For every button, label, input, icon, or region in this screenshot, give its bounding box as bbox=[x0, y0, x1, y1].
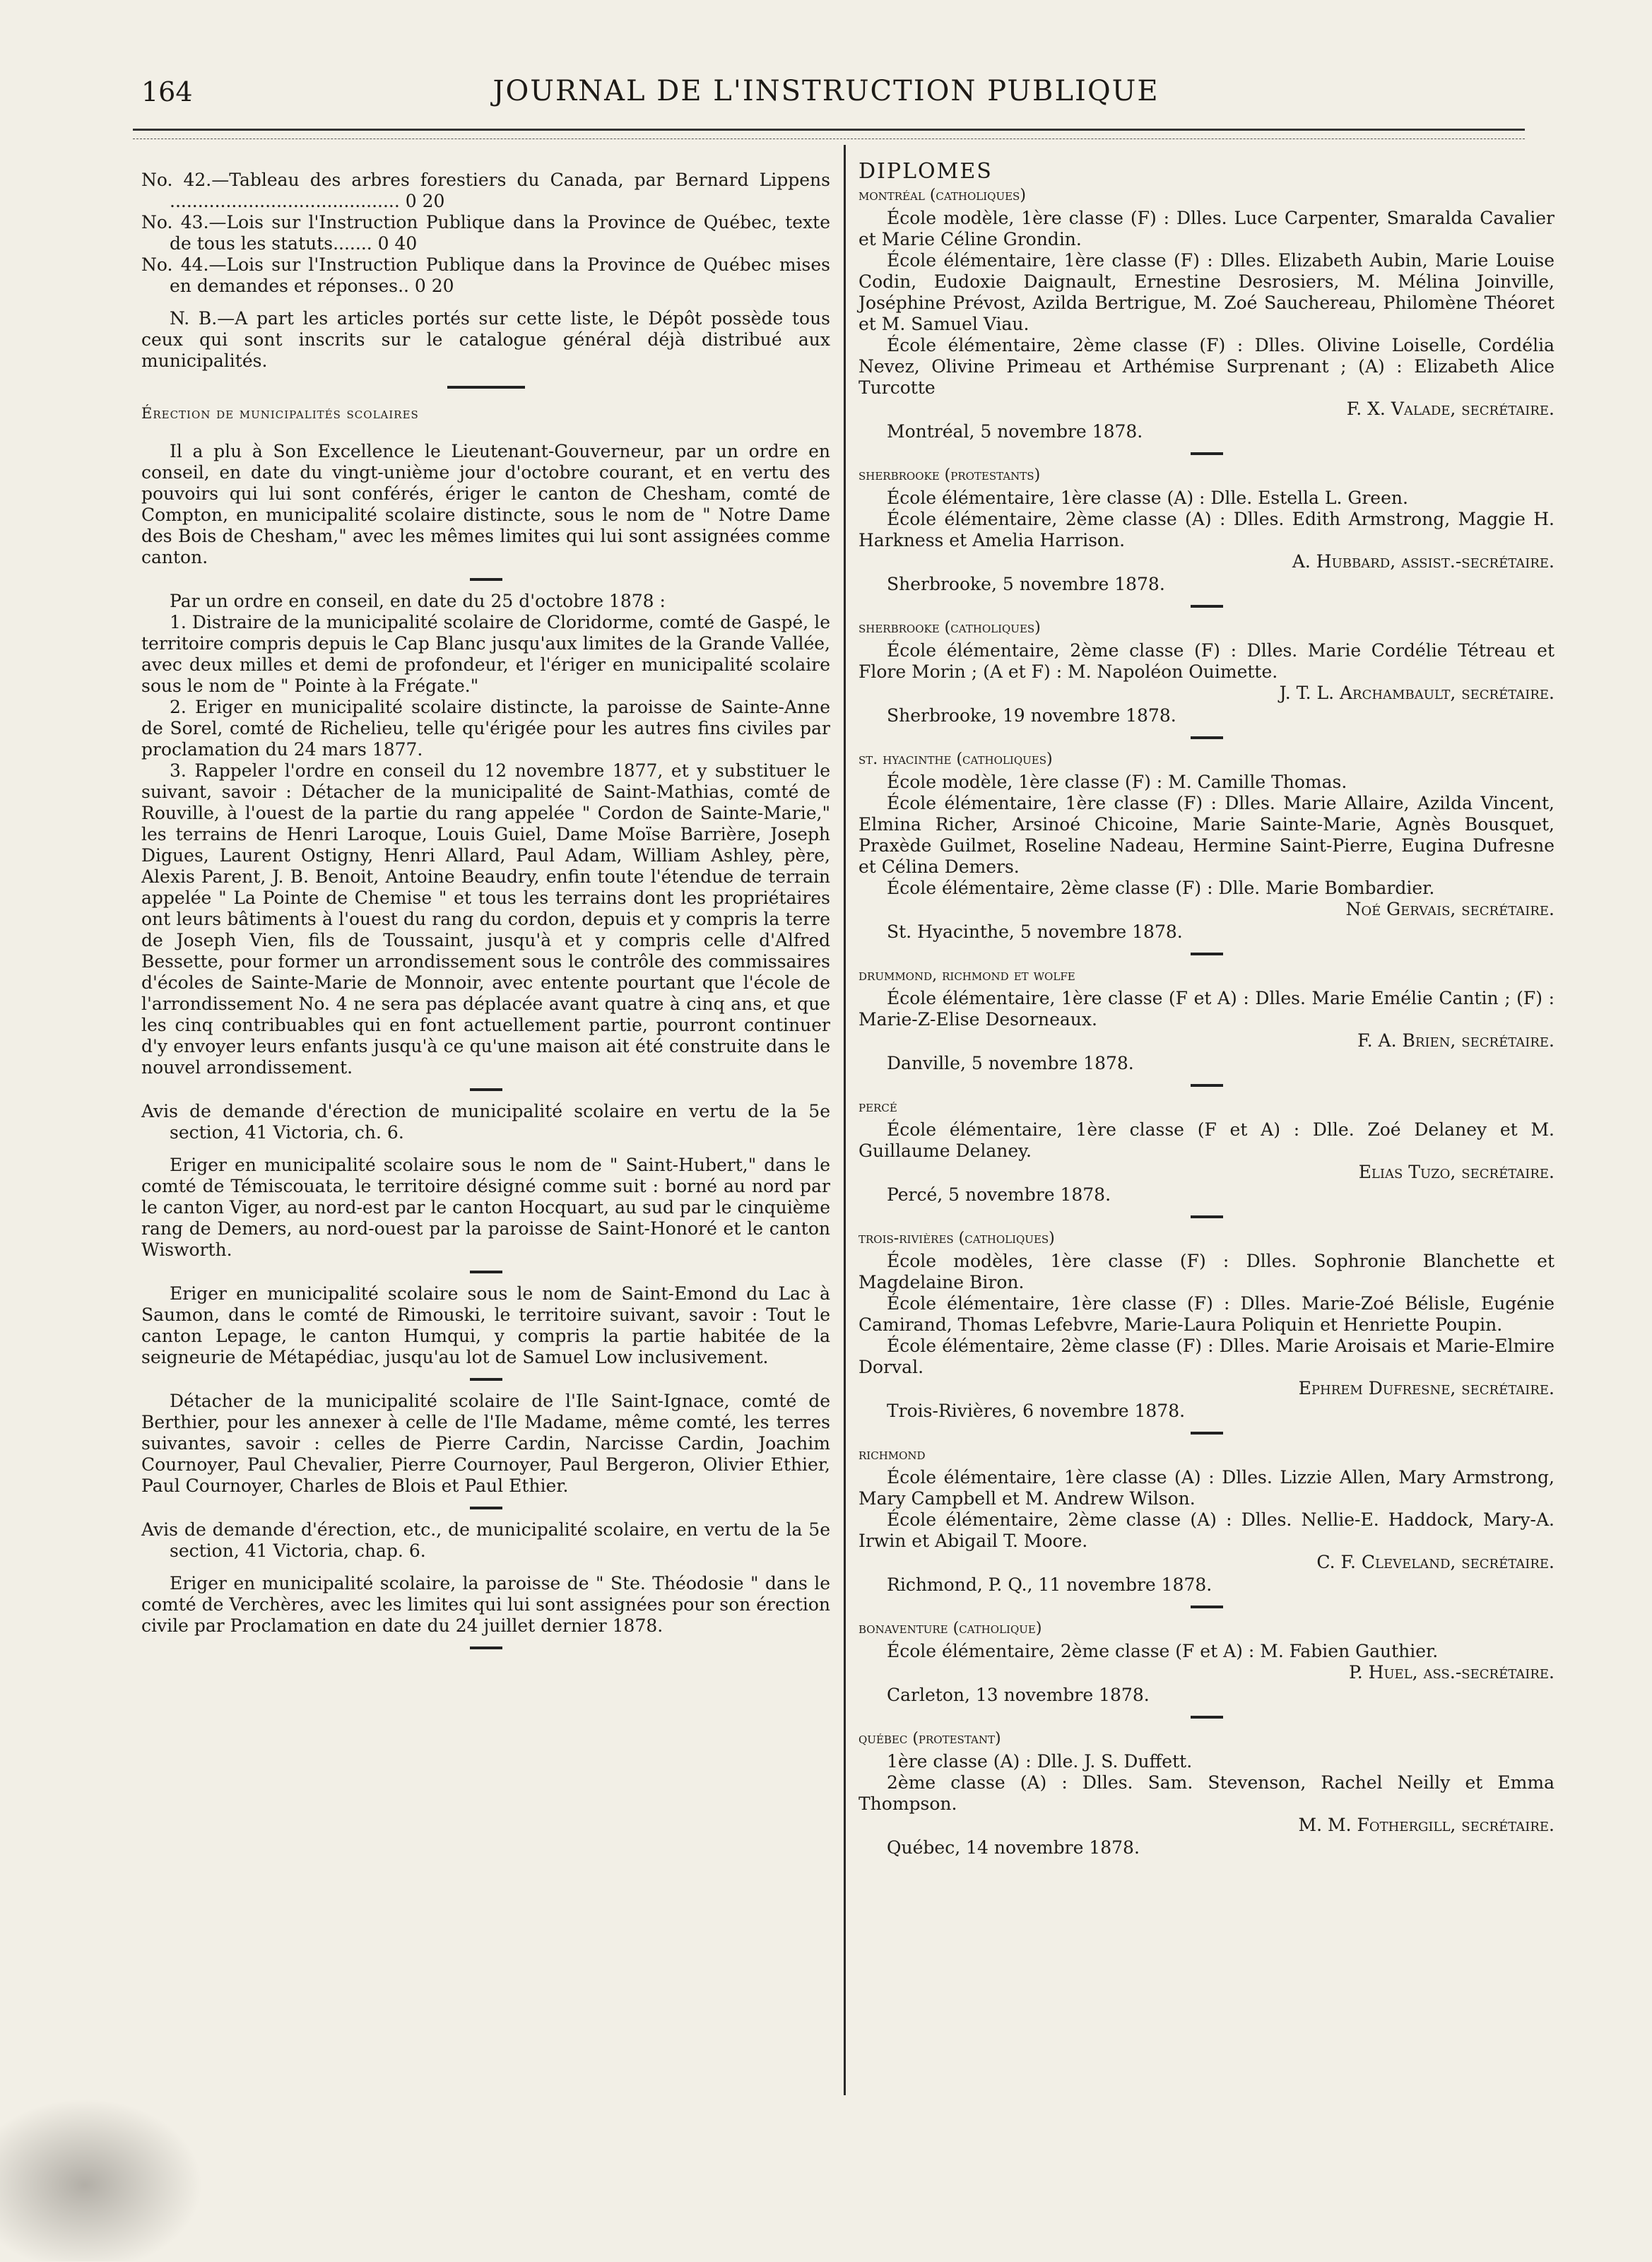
diploma-line: École élémentaire, 2ème classe (F et A) : M. Fabien Gauthier. bbox=[887, 1641, 1439, 1661]
order-item: Eriger en municipalité scolaire, la paroisse de " Ste. Théodosie " dans le comté de Verchères, avec les limites qui lui sont assignées pour son érection civile par Proclamation en date du 24 juillet dernier 1878. bbox=[141, 1573, 830, 1636]
section-signature: Ephrem Dufresne, secrétaire. bbox=[1298, 1378, 1554, 1398]
order-item: 2. Eriger en municipalité scolaire distincte, la paroisse de Sainte-Anne de Sorel, comté de Richelieu, telle qu'érigée pour les autres fins civiles par proclamation du 24 mars 1877. bbox=[141, 697, 830, 760]
separator bbox=[470, 578, 502, 581]
section-date: Sherbrooke, 5 novembre 1878. bbox=[887, 574, 1165, 594]
separator bbox=[1191, 605, 1223, 608]
diploma-line: École modèle, 1ère classe (F) : M. Camille Thomas. bbox=[887, 772, 1347, 792]
section-signature: F. A. Brien, secrétaire. bbox=[1357, 1030, 1554, 1051]
section-signature: Noé Gervais, secrétaire. bbox=[1345, 899, 1554, 919]
diploma-section bbox=[859, 1097, 1554, 1206]
column-divider bbox=[844, 145, 846, 2095]
section-signature: C. F. Cleveland, secrétaire. bbox=[1316, 1552, 1554, 1572]
section-date: Québec, 14 novembre 1878. bbox=[887, 1837, 1140, 1858]
diploma-line: 1ère classe (A) : Dlle. J. S. Duffett. bbox=[887, 1751, 1193, 1772]
diploma-line: École modèles, 1ère classe (F) : Dlles. Sophronie Blanchette et Magdelaine Biron. bbox=[859, 1251, 1554, 1292]
diploma-section bbox=[859, 185, 1554, 442]
section-signature: A. Hubbard, assist.-secrétaire. bbox=[1292, 551, 1554, 572]
order-intro: Par un ordre en conseil, en date du 25 d'octobre 1878 : bbox=[170, 591, 666, 611]
nb-note: N. B.—A part les articles portés sur cette liste, le Dépôt possède tous ceux qui sont inscrits sur le catalogue général déjà distribué aux municipalités. bbox=[141, 308, 830, 371]
order-item: Détacher de la municipalité scolaire de l'Ile Saint-Ignace, comté de Berthier, pour les annexer à celle de l'Ile Madame, même comté, les terres suivantes, savoir : celles de Pierre Cardin, Narcisse Cardin, Joachim Cournoyer, Paul Chevalier, Pierre Cournoyer, Paul Bergeron, Olivier Ethier, Paul Cournoyer, Charles de Blois et Paul Ethier. bbox=[141, 1391, 830, 1496]
diploma-section bbox=[859, 465, 1554, 595]
header-rule bbox=[133, 129, 1525, 131]
section-place: montréal (catholiques) bbox=[859, 187, 1026, 204]
catalog-price: 0 20 bbox=[414, 276, 454, 296]
catalog-item: No. 44.—Lois sur l'Instruction Publique dans la Province de Québec mises en demandes et réponses.. 0 20 bbox=[141, 254, 830, 296]
catalog-item: No. 43.—Lois sur l'Instruction Publique dans la Province de Québec, texte de tous les statuts....... 0 40 bbox=[141, 212, 830, 254]
section-date: Richmond, P. Q., 11 novembre 1878. bbox=[887, 1574, 1213, 1595]
separator bbox=[1191, 953, 1223, 955]
section-place: sherbrooke (protestants) bbox=[859, 466, 1041, 484]
section-place: percé bbox=[859, 1098, 897, 1116]
separator bbox=[470, 1088, 502, 1091]
section-title: Érection de municipalités scolaires bbox=[141, 405, 419, 422]
section-signature: Elias Tuzo, secrétaire. bbox=[1358, 1162, 1554, 1182]
diploma-line: École élémentaire, 2ème classe (F) : Dlles. Olivine Loiselle, Cordélia Nevez, Olivine Primeau et Arthémise Surprenant ; (A) : Elizabeth Alice Turcotte bbox=[859, 335, 1554, 398]
section-place: richmond bbox=[859, 1446, 926, 1463]
page-smudge bbox=[0, 2092, 212, 2261]
diploma-line: École élémentaire, 2ème classe (F) : Dlles. Marie Aroisais et Marie-Elmire Dorval. bbox=[859, 1336, 1554, 1377]
section-date: Sherbrooke, 19 novembre 1878. bbox=[887, 705, 1176, 726]
separator bbox=[470, 1378, 502, 1381]
diploma-line: École élémentaire, 2ème classe (A) : Dlles. Edith Armstrong, Maggie H. Harkness et Amelia Harrison. bbox=[859, 509, 1554, 550]
diploma-section bbox=[859, 618, 1554, 726]
separator bbox=[1191, 736, 1223, 739]
diploma-line: École élémentaire, 2ème classe (F) : Dlles. Marie Cordélie Tétreau et Flore Morin ; (A et F) : M. Napoléon Ouimette. bbox=[859, 640, 1554, 682]
erection-paragraph: Il a plu à Son Excellence le Lieutenant-Gouverneur, par un ordre en conseil, en date du vingt-unième jour d'octobre courant, et en vertu des pouvoirs qui lui sont conférés, ériger le canton de Chesham, comté de Compton, en municipalité scolaire distincte, sous le nom de " Notre Dame des Bois de Chesham," avec les mêmes limites qui lui sont assignées comme canton. bbox=[141, 441, 830, 567]
section-date: Carleton, 13 novembre 1878. bbox=[887, 1685, 1150, 1705]
journal-title: JOURNAL DE L'INSTRUCTION PUBLIQUE bbox=[492, 75, 1160, 107]
section-place: trois-rivières (catholiques) bbox=[859, 1230, 1055, 1247]
avis-notice: Avis de demande d'érection de municipalité scolaire en vertu de la 5e section, 41 Victoria, ch. 6. bbox=[141, 1101, 830, 1143]
diploma-line: École élémentaire, 2ème classe (F) : Dlle. Marie Bombardier. bbox=[887, 878, 1435, 898]
separator bbox=[1191, 1716, 1223, 1719]
diploma-line: École élémentaire, 1ère classe (F et A) : Dlles. Marie Emélie Cantin ; (F) : Marie-Z-Elise Desorneaux. bbox=[859, 988, 1554, 1030]
section-place: st. hyacinthe (catholiques) bbox=[859, 750, 1053, 768]
section-place: sherbrooke (catholiques) bbox=[859, 619, 1041, 637]
order-item: Eriger en municipalité scolaire sous le nom de " Saint-Hubert," dans le comté de Témiscouata, le territoire désigné comme suit : borné au nord par le canton Viger, au nord-est par le canton Hocquart, au sud par le cinquième rang de Demers, au nord-ouest par la paroisse de Saint-Honoré et le canton Wisworth. bbox=[141, 1155, 830, 1260]
diploma-section bbox=[859, 965, 1554, 1074]
catalog-item: No. 42.—Tableau des arbres forestiers du Canada, par Bernard Lippens ......................................... 0 20 bbox=[141, 170, 830, 211]
diploma-line: École élémentaire, 1ère classe (F et A) : Dlle. Zoé Delaney et M. Guillaume Delaney. bbox=[859, 1119, 1554, 1161]
section-date: Trois-Rivières, 6 novembre 1878. bbox=[887, 1401, 1186, 1421]
section-signature: J. T. L. Archambault, secrétaire. bbox=[1279, 683, 1554, 703]
diploma-line: École élémentaire, 1ère classe (F) : Dlles. Elizabeth Aubin, Marie Louise Codin, Eudoxie Daignault, Ernestine Desrosiers, M. Mélina Joinville, Joséphine Prévost, Azilda Bertrigue, M. Zoé Sauchereau, Philomène Théoret et M. Samuel Viau. bbox=[859, 250, 1554, 334]
separator bbox=[447, 386, 525, 389]
section-date: St. Hyacinthe, 5 novembre 1878. bbox=[887, 921, 1183, 942]
order-item: 3. Rappeler l'ordre en conseil du 12 novembre 1877, et y substituer le suivant, savoir : Détacher de la municipalité de Saint-Mathias, comté de Rouville, à l'ouest de la partie du rang appelée " Cordon de Sainte-Marie," les terrains de Henri Laroque, Louis Guiel, Dame Moïse Barrière, Joseph Digues, Laurent Ostigny, Henri Allard, Paul Adam, William Ashley, père, Alexis Parent, J. B. Benoit, Antoine Beaudry, enfin toute l'étendue de terrain appelée " La Pointe de Chemise " et tous les terrains dont les propriétaires ont leurs bâtiments à l'ouest du rang du cordon, depuis et y compris la terre de Joseph Vien, fils de Toussaint, jusqu'à et y compris celle d'Alfred Bessette, pour former un arrondissement sous le contrôle des commissaires d'écoles de Sainte-Marie de Monnoir, avec entente pourtant que l'école de l'arrondissement No. 4 ne sera pas déplacée avant quatre à cinq ans, et que les cinq contribuables qui en font actuellement partie, pourront continuer d'y envoyer leurs enfants jusqu'à ce qu'une maison ait été construite dans le nouvel arrondissement. bbox=[141, 760, 830, 1078]
diploma-line: École élémentaire, 1ère classe (F) : Dlles. Marie Allaire, Azilda Vincent, Elmina Richer, Arsinoé Chicoine, Marie Sainte-Marie, Agnès Bousquet, Praxède Guilmet, Roseline Nadeau, Hermine Saint-Pierre, Eugina Dufresne et Célina Demers. bbox=[859, 793, 1554, 877]
diploma-section bbox=[859, 1228, 1554, 1422]
diploma-section bbox=[859, 749, 1554, 943]
section-place: drummond, richmond et wolfe bbox=[859, 967, 1075, 984]
separator bbox=[1191, 1432, 1223, 1435]
section-place: québec (protestant) bbox=[859, 1730, 1001, 1748]
separator bbox=[470, 1271, 502, 1273]
diploma-section bbox=[859, 1444, 1554, 1596]
right-column bbox=[859, 148, 1554, 1859]
diploma-section bbox=[859, 1618, 1554, 1706]
catalog-price: 0 40 bbox=[377, 233, 418, 254]
order-item: 1. Distraire de la municipalité scolaire de Cloridorme, comté de Gaspé, le territoire compris depuis le Cap Blanc jusqu'aux limites de la Grande Vallée, avec deux milles et demi de profondeur, et l'ériger en municipalité scolaire sous le nom de " Pointe à la Frégate." bbox=[141, 612, 830, 696]
separator bbox=[1191, 1215, 1223, 1218]
separator bbox=[1191, 452, 1223, 455]
diploma-line: École élémentaire, 1ère classe (A) : Dlle. Estella L. Green. bbox=[887, 488, 1408, 508]
section-date: Percé, 5 novembre 1878. bbox=[887, 1184, 1111, 1205]
diploma-section bbox=[859, 1728, 1554, 1859]
section-signature: M. M. Fothergill, secrétaire. bbox=[1298, 1815, 1554, 1835]
section-place: bonaventure (catholique) bbox=[859, 1620, 1042, 1637]
section-date: Danville, 5 novembre 1878. bbox=[887, 1053, 1134, 1073]
separator bbox=[1191, 1084, 1223, 1087]
section-signature: F. X. Valade, secrétaire. bbox=[1346, 399, 1554, 419]
diploma-line: École modèle, 1ère classe (F) : Dlles. Luce Carpenter, Smaralda Cavalier et Marie Céline Grondin. bbox=[859, 208, 1554, 249]
avis-notice: Avis de demande d'érection, etc., de municipalité scolaire, en vertu de la 5e section, 41 Victoria, chap. 6. bbox=[141, 1519, 830, 1561]
diploma-line: École élémentaire, 1ère classe (F) : Dlles. Marie-Zoé Bélisle, Eugénie Camirand, Thomas Lefebvre, Marie-Laura Poliquin et Henriette Poupin. bbox=[859, 1293, 1554, 1335]
page-number: 164 bbox=[141, 76, 193, 107]
order-item: Eriger en municipalité scolaire sous le nom de Saint-Emond du Lac à Saumon, dans le comté de Rimouski, le territoire suivant, savoir : Tout le canton Lepage, le canton Humqui, y compris la partie habitée de la seigneurie de Métapédiac, jusqu'au lot de Samuel Low inclusivement. bbox=[141, 1283, 830, 1367]
separator bbox=[470, 1507, 502, 1509]
separator bbox=[470, 1647, 502, 1649]
catalog-price: 0 20 bbox=[405, 191, 445, 211]
section-date: Montréal, 5 novembre 1878. bbox=[887, 421, 1143, 442]
section-signature: P. Huel, ass.-secrétaire. bbox=[1348, 1662, 1554, 1683]
left-column bbox=[141, 148, 830, 1659]
separator bbox=[1191, 1606, 1223, 1608]
diploma-line: 2ème classe (A) : Dlles. Sam. Stevenson, Rachel Neilly et Emma Thompson. bbox=[859, 1772, 1554, 1814]
diplomes-title: DIPLOMES bbox=[859, 159, 993, 184]
diploma-line: École élémentaire, 1ère classe (A) : Dlles. Lizzie Allen, Mary Armstrong, Mary Campbell et M. Andrew Wilson. bbox=[859, 1467, 1554, 1509]
diploma-line: École élémentaire, 2ème classe (A) : Dlles. Nellie-E. Haddock, Mary-A. Irwin et Abigail T. Moore. bbox=[859, 1509, 1554, 1551]
